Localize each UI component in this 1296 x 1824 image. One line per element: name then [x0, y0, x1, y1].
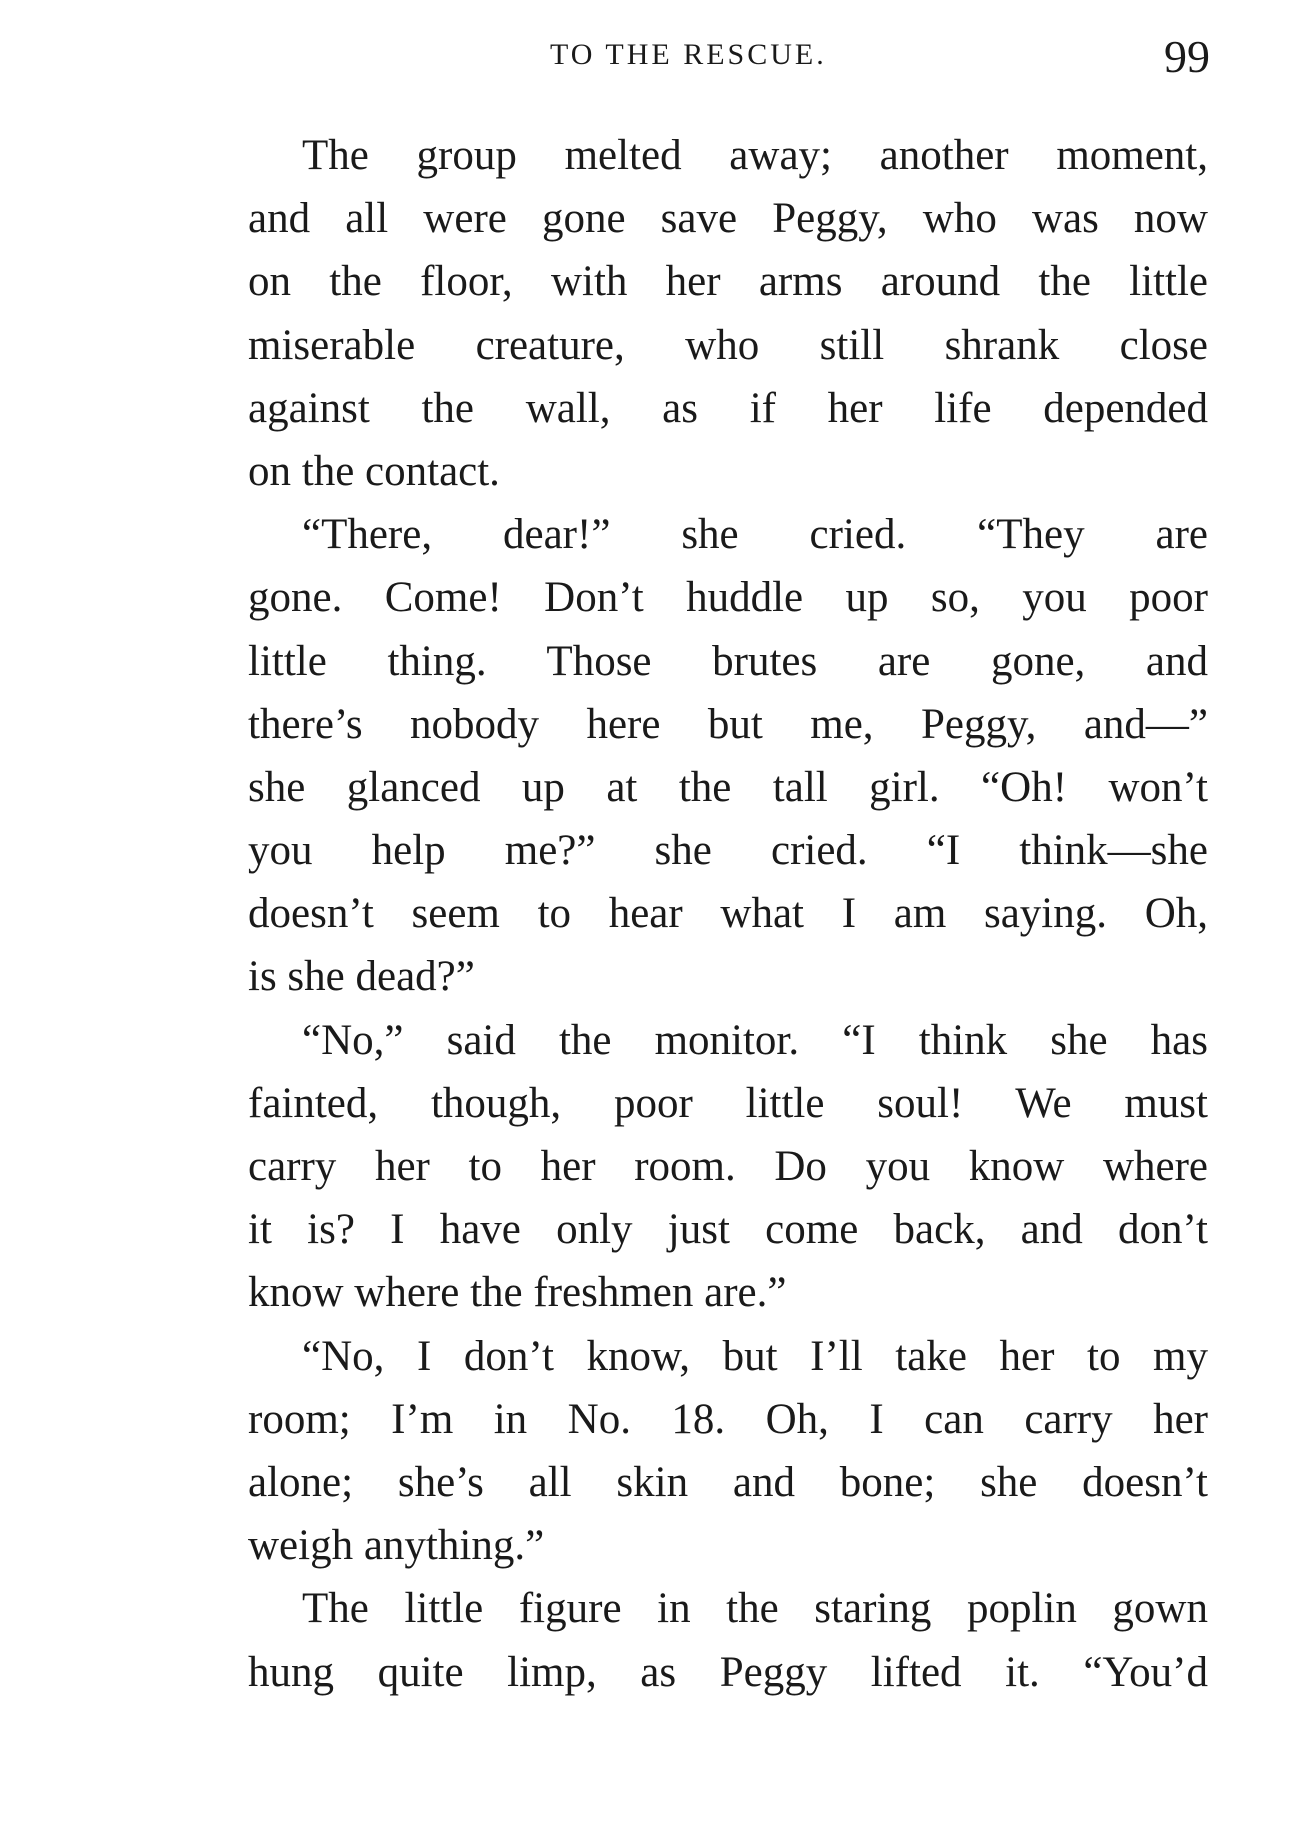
text-line: fainted, though, poor little soul! We must	[248, 1079, 1208, 1127]
text-line: gone. Come! Don’t huddle up so, you poor	[248, 574, 1208, 622]
text-line: you help me?” she cried. “I think—she	[248, 827, 1208, 875]
text-line: carry her to her room. Do you know where	[248, 1143, 1208, 1190]
text-line: doesn’t seem to hear what I am saying. Oh,	[248, 890, 1208, 938]
text-line: “There, dear!” she cried. “They are	[302, 511, 1208, 559]
text-line: she glanced up at the tall girl. “Oh! won’t	[248, 763, 1208, 811]
text-line: on the floor, with her arms around the little	[248, 258, 1208, 306]
text-line: weigh anything.”	[248, 1522, 545, 1570]
text-line: it is? I have only just come back, and don’t	[248, 1206, 1208, 1254]
text-line: there’s nobody here but me, Peggy, and—”	[248, 700, 1208, 748]
text-line: on the contact.	[248, 447, 500, 495]
text-line: alone; she’s all skin and bone; she doesn’t	[248, 1458, 1208, 1506]
text-line: “No, I don’t know, but I’ll take her to my	[302, 1332, 1208, 1380]
running-head	[250, 30, 1210, 80]
body-text	[248, 124, 1208, 1704]
text-line: know where the freshmen are.”	[248, 1269, 787, 1317]
text-line: The group melted away; another moment,	[302, 132, 1208, 179]
text-line: and all were gone save Peggy, who was now	[248, 195, 1208, 243]
text-line: room; I’m in No. 18. Oh, I can carry her	[248, 1395, 1208, 1443]
text-line: miserable creature, who still shrank close	[248, 321, 1208, 369]
text-line: The little figure in the staring poplin gown	[302, 1585, 1208, 1633]
running-title: TO THE RESCUE.	[550, 38, 827, 71]
page-number: 99	[1164, 31, 1210, 82]
text-line: against the wall, as if her life depended	[248, 384, 1208, 432]
text-line: little thing. Those brutes are gone, and	[248, 637, 1208, 685]
text-line: hung quite limp, as Peggy lifted it. “You’d	[248, 1648, 1208, 1696]
text-line: “No,” said the monitor. “I think she has	[302, 1016, 1208, 1064]
text-line: is she dead?”	[248, 953, 475, 1001]
